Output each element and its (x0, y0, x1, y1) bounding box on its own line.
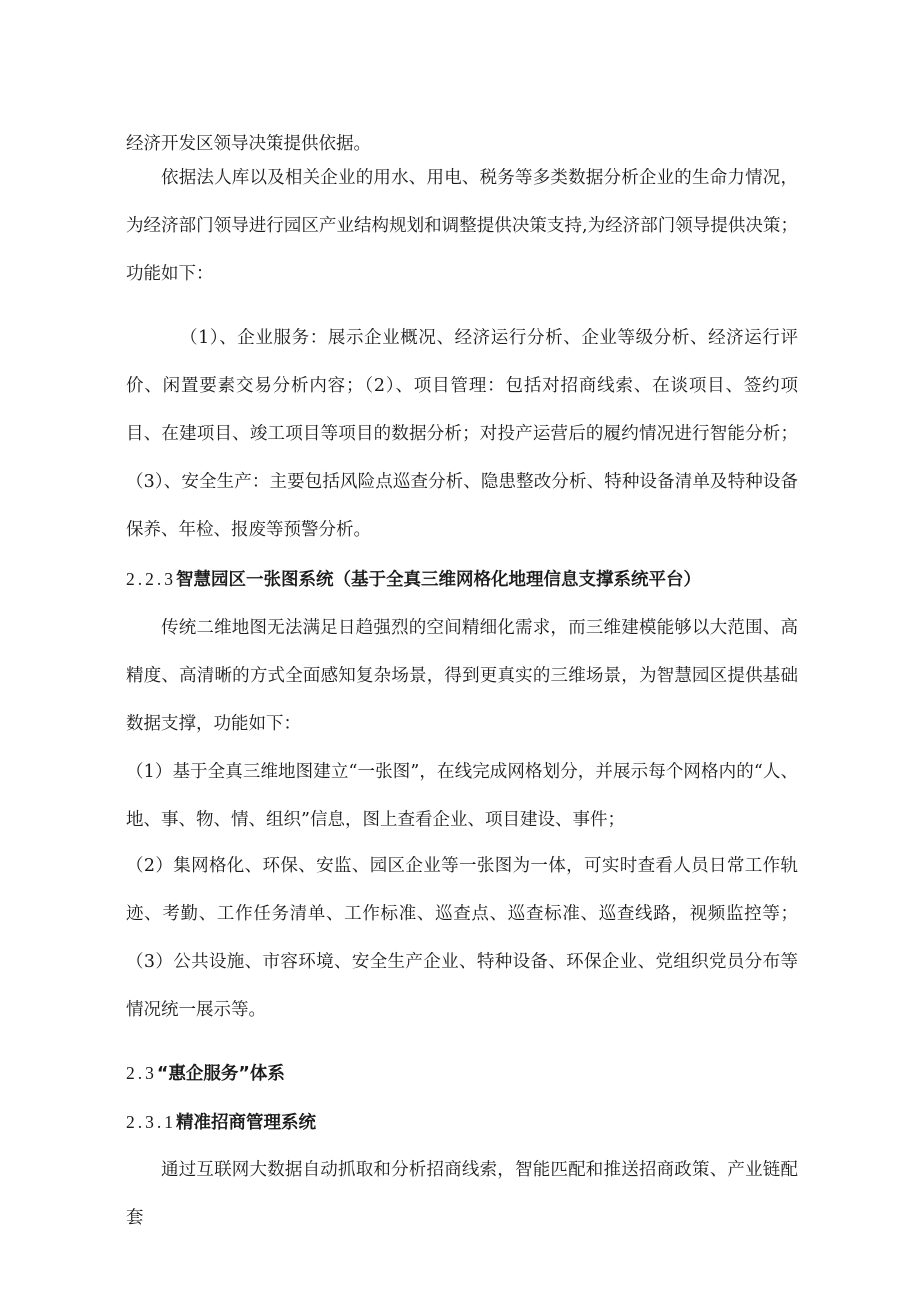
heading-title: 精准招商管理系统 (176, 1113, 316, 1133)
heading-2-3 (126, 1060, 285, 1087)
heading-2-3-1 (126, 1109, 316, 1136)
heading-number: 2.3 (126, 1063, 157, 1083)
paragraph-intro-tail: 经济开发区领导决策提供依据。 (126, 134, 371, 154)
paragraph-investment-intro: 通过互联网大数据自动抓取和分析招商线索，智能匹配和推送招商政策、产业链配套 (126, 1160, 798, 1228)
paragraph-3d-map-item-1: （1）基于全真三维地图建立“一张图”，在线完成网格划分，并展示每个网格内的“人、地、事、物、情、组织”信息，图上查看企业、项目建设、事件； (126, 762, 798, 830)
heading-title: “惠企服务”体系 (156, 1064, 285, 1084)
paragraph-3d-map-item-2: （2）集网格化、环保、安监、园区企业等一张图为一体，可实时查看人员日常工作轨迹、考勤、工作任务清单、工作标准、巡查点、巡查标准、巡查线路，视频监控等；（3）公共设施、市容环境、安全生产企业、特种设备、环保企业、党组织党员分布等情况统一展示等。 (126, 856, 798, 1020)
paragraph-3d-map-intro: 传统二维地图无法满足日趋强烈的空间精细化需求，而三维建模能够以大范围、高精度、高清晰的方式全面感知复杂场景，得到更真实的三维场景，为智慧园区提供基础数据支撑，功能如下： (126, 618, 798, 734)
heading-number: 2.2.3 (126, 569, 176, 589)
paragraph-vitality-analysis: 依据法人库以及相关企业的用水、用电、税务等多类数据分析企业的生命力情况，为经济部门领导进行园区产业结构规划和调整提供决策支持,为经济部门领导提供决策；功能如下： (126, 168, 798, 284)
heading-number: 2.3.1 (126, 1112, 176, 1132)
paragraph-function-list: （1）、企业服务：展示企业概况、经济运行分析、企业等级分析、经济运行评价、闲置要素交易分析内容；（2）、项目管理：包括对招商线索、在谈项目、签约项目、在建项目、竣工项目等项目的数据分析；对投产运营后的履约情况进行智能分析；（3）、安全生产：主要包括风险点巡查分析、隐患整改分析、特种设备清单及特种设备保养、年检、报废等预警分析。 (126, 328, 798, 540)
heading-title: 智慧园区一张图系统（基于全真三维网格化地理信息支撑系统平台） (176, 570, 701, 590)
heading-2-2-3 (126, 566, 701, 593)
